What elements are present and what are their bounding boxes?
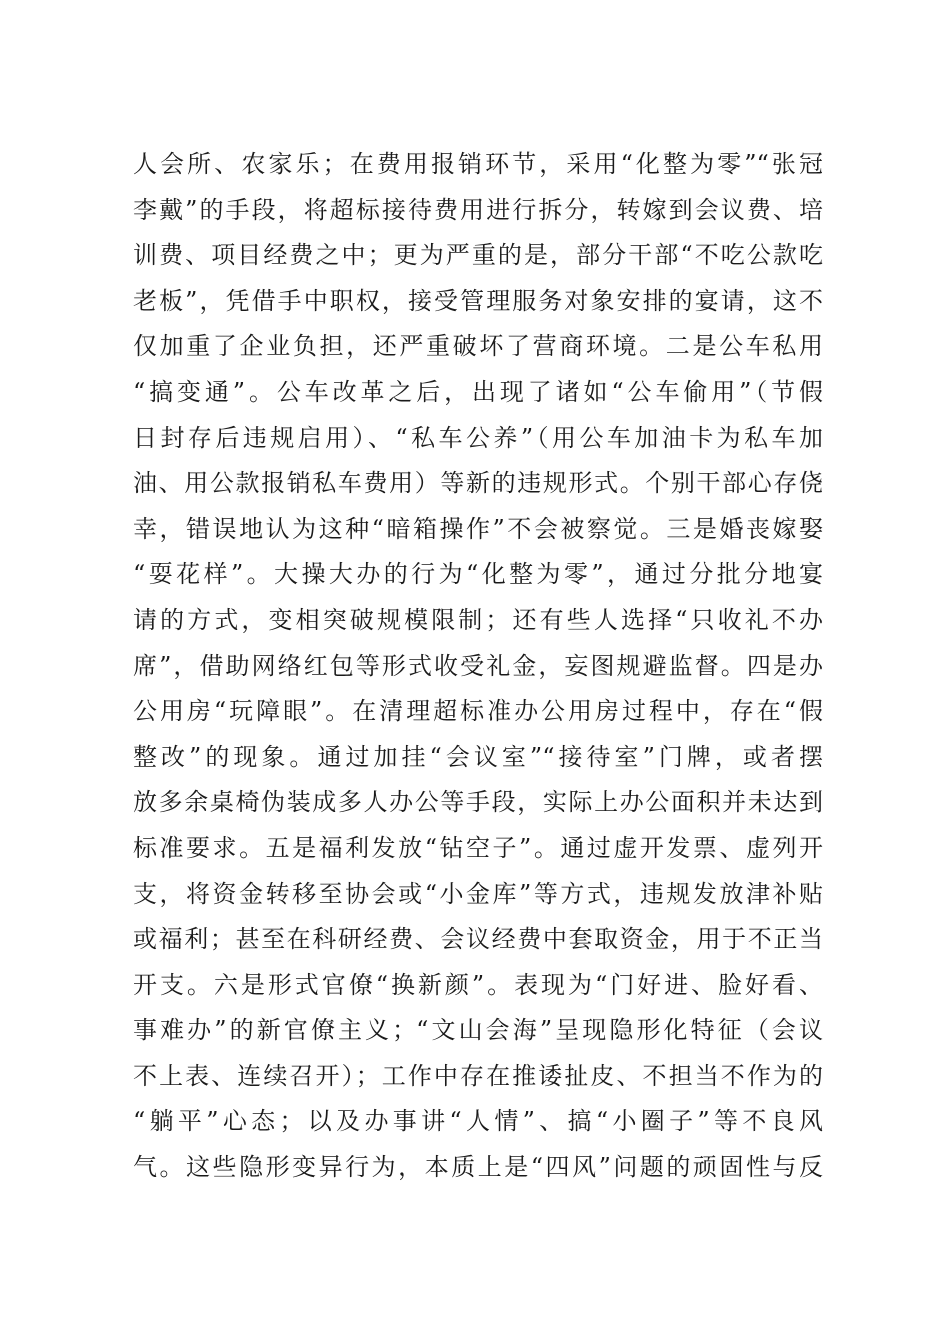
text-line-9: 幸，错误地认为这种“暗箱操作”不会被察觉。三是婚丧嫁娶 [133, 514, 823, 543]
text-line-15: 放多余桌椅伪装成多人办公等手段，实际上办公面积并未达到 [133, 788, 823, 817]
text-line-3: 训费、项目经费之中；更为严重的是，部分干部“不吃公款吃 [133, 241, 823, 270]
text-line-19: 开支。六是形式官僚“换新颜”。表现为“门好进、脸好看、 [133, 970, 823, 999]
text-line-4: 老板”，凭借手中职权，接受管理服务对象安排的宴请，这不 [133, 286, 823, 315]
text-line-7: 日封存后违规启用）、“私车公养”（用公车加油卡为私车加 [133, 423, 823, 452]
text-line-13: 公用房“玩障眼”。在清理超标准办公用房过程中，存在“假 [133, 697, 823, 726]
text-line-17: 支，将资金转移至协会或“小金库”等方式，违规发放津补贴 [133, 879, 823, 908]
text-line-18: 或福利；甚至在科研经费、会议经费中套取资金，用于不正当 [133, 925, 823, 954]
text-line-6: “搞变通”。公车改革之后，出现了诸如“公车偷用”（节假 [133, 377, 823, 406]
text-line-12: 席”，借助网络红包等形式收受礼金，妄图规避监督。四是办 [133, 651, 823, 680]
text-line-2: 李戴”的手段，将超标接待费用进行拆分，转嫁到会议费、培 [133, 195, 823, 224]
text-line-20: 事难办”的新官僚主义；“文山会海”呈现隐形化特征（会议 [133, 1016, 823, 1045]
text-line-1: 人会所、农家乐；在费用报销环节，采用“化整为零”“张冠 [133, 150, 823, 178]
text-line-8: 油、用公款报销私车费用）等新的违规形式。个别干部心存侥 [133, 469, 823, 498]
text-line-22: “躺平”心态；以及办事讲“人情”、搞“小圈子”等不良风 [133, 1107, 823, 1136]
text-line-23: 气。这些隐形变异行为，本质上是“四风”问题的顽固性与反 [133, 1153, 823, 1182]
text-line-16: 标准要求。五是福利发放“钻空子”。通过虚开发票、虚列开 [133, 833, 823, 862]
text-line-11: 请的方式，变相突破规模限制；还有些人选择“只收礼不办 [133, 605, 823, 634]
text-line-5: 仅加重了企业负担，还严重破坏了营商环境。二是公车私用 [133, 332, 823, 361]
text-line-10: “耍花样”。大操大办的行为“化整为零”，通过分批分地宴 [133, 560, 823, 589]
text-line-14: 整改”的现象。通过加挂“会议室”“接待室”门牌，或者摆 [133, 742, 823, 771]
text-line-21: 不上表、连续召开）；工作中存在推诿扯皮、不担当不作为的 [133, 1061, 823, 1090]
body-paragraph [133, 142, 823, 1191]
